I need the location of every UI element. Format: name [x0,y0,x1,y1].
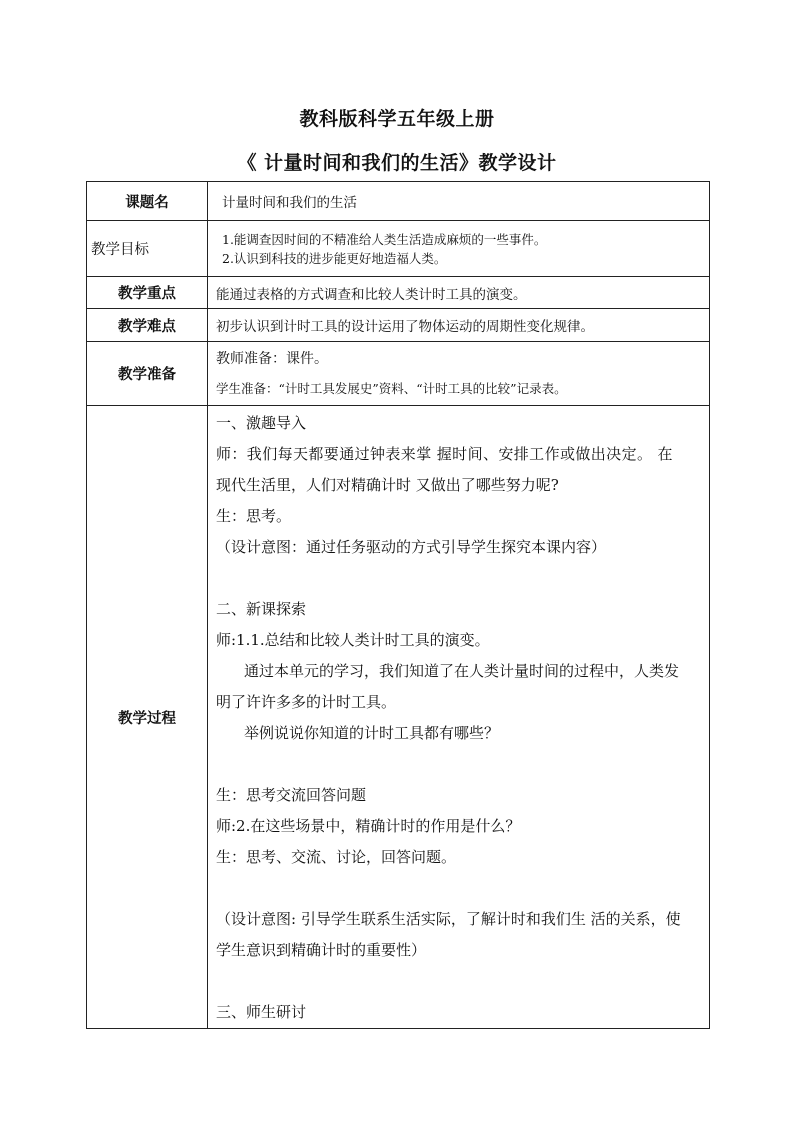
preparation-label: 教学准备 [87,342,208,406]
teacher-preparation: 教师准备：课件。 [216,350,328,367]
preparation-cell [208,342,710,406]
process-line: 师:2.在这些场景中，精确计时的作用是什么？ [216,817,521,835]
student-preparation: 学生准备：“计时工具发展史”资料、“计时工具的比较”记录表。 [216,380,567,396]
goals-label: 教学目标 [87,221,208,277]
process-line: 二、新课探索 [216,600,307,618]
table-row-difficulty [87,309,710,342]
process-line: 通过本单元的学习，我们知道了在人类计量时间的过程中，人类发 [244,662,680,680]
process-line: 师：我们每天都要通过钟表来掌 握时间、安排工作或做出决定。 在 [216,445,673,463]
process-line: 学生意识到精确计时的重要性） [216,941,427,959]
key-points-value: 能通过表格的方式调查和比较人类计时工具的演变。 [216,286,527,303]
key-points-label: 教学重点 [87,277,208,309]
process-line: （设计意图: 引导学生联系生活实际，了解计时和我们生 活的关系，使 [216,910,681,928]
table-row-key-points [87,277,710,309]
table-row-process [87,406,710,1029]
process-line: 三、师生研讨 [216,1003,307,1021]
process-line: 现代生活里，人们对精确计时 又做出了哪些努力呢? [216,476,559,494]
key-points-cell [208,277,710,309]
table-row-topic [87,182,710,221]
document-subtitle: 《 计量时间和我们的生活》教学设计 [237,152,557,174]
difficulty-cell [208,309,710,342]
process-line: 生：思考、交流、讨论，回答问题。 [216,848,457,866]
topic-value: 计量时间和我们的生活 [222,195,357,211]
table-row-goals [87,221,710,277]
topic-value-cell [208,182,710,221]
process-line: 生：思考交流回答问题 [216,786,367,804]
lesson-plan-table [86,181,710,1029]
difficulty-label: 教学难点 [87,309,208,342]
goal-item: 1.能调查因时间的不精准给人类生活造成麻烦的一些事件。 [222,231,547,247]
process-cell [208,406,710,1029]
process-label: 教学过程 [87,406,208,1029]
goal-item: 2.认识到科技的进步能更好地造福人类。 [222,250,447,266]
difficulty-value: 初步认识到计时工具的设计运用了物体运动的周期性变化规律。 [216,319,594,335]
process-line: （设计意图：通过任务驱动的方式引导学生探究本课内容） [216,538,607,556]
process-line: 师:1.1.总结和比较人类计时工具的演变。 [216,631,490,649]
process-line: 生：思考。 [216,507,292,525]
topic-label: 课题名 [87,182,208,221]
goals-cell [208,221,710,277]
process-line: 举例说说你知道的计时工具都有哪些？ [244,724,500,742]
process-line: 一、激趣导入 [216,414,307,432]
document-title: 教科版科学五年级上册 [299,108,495,130]
table-row-preparation [87,342,710,406]
process-line: 明了许许多多的计时工具。 [216,693,397,711]
